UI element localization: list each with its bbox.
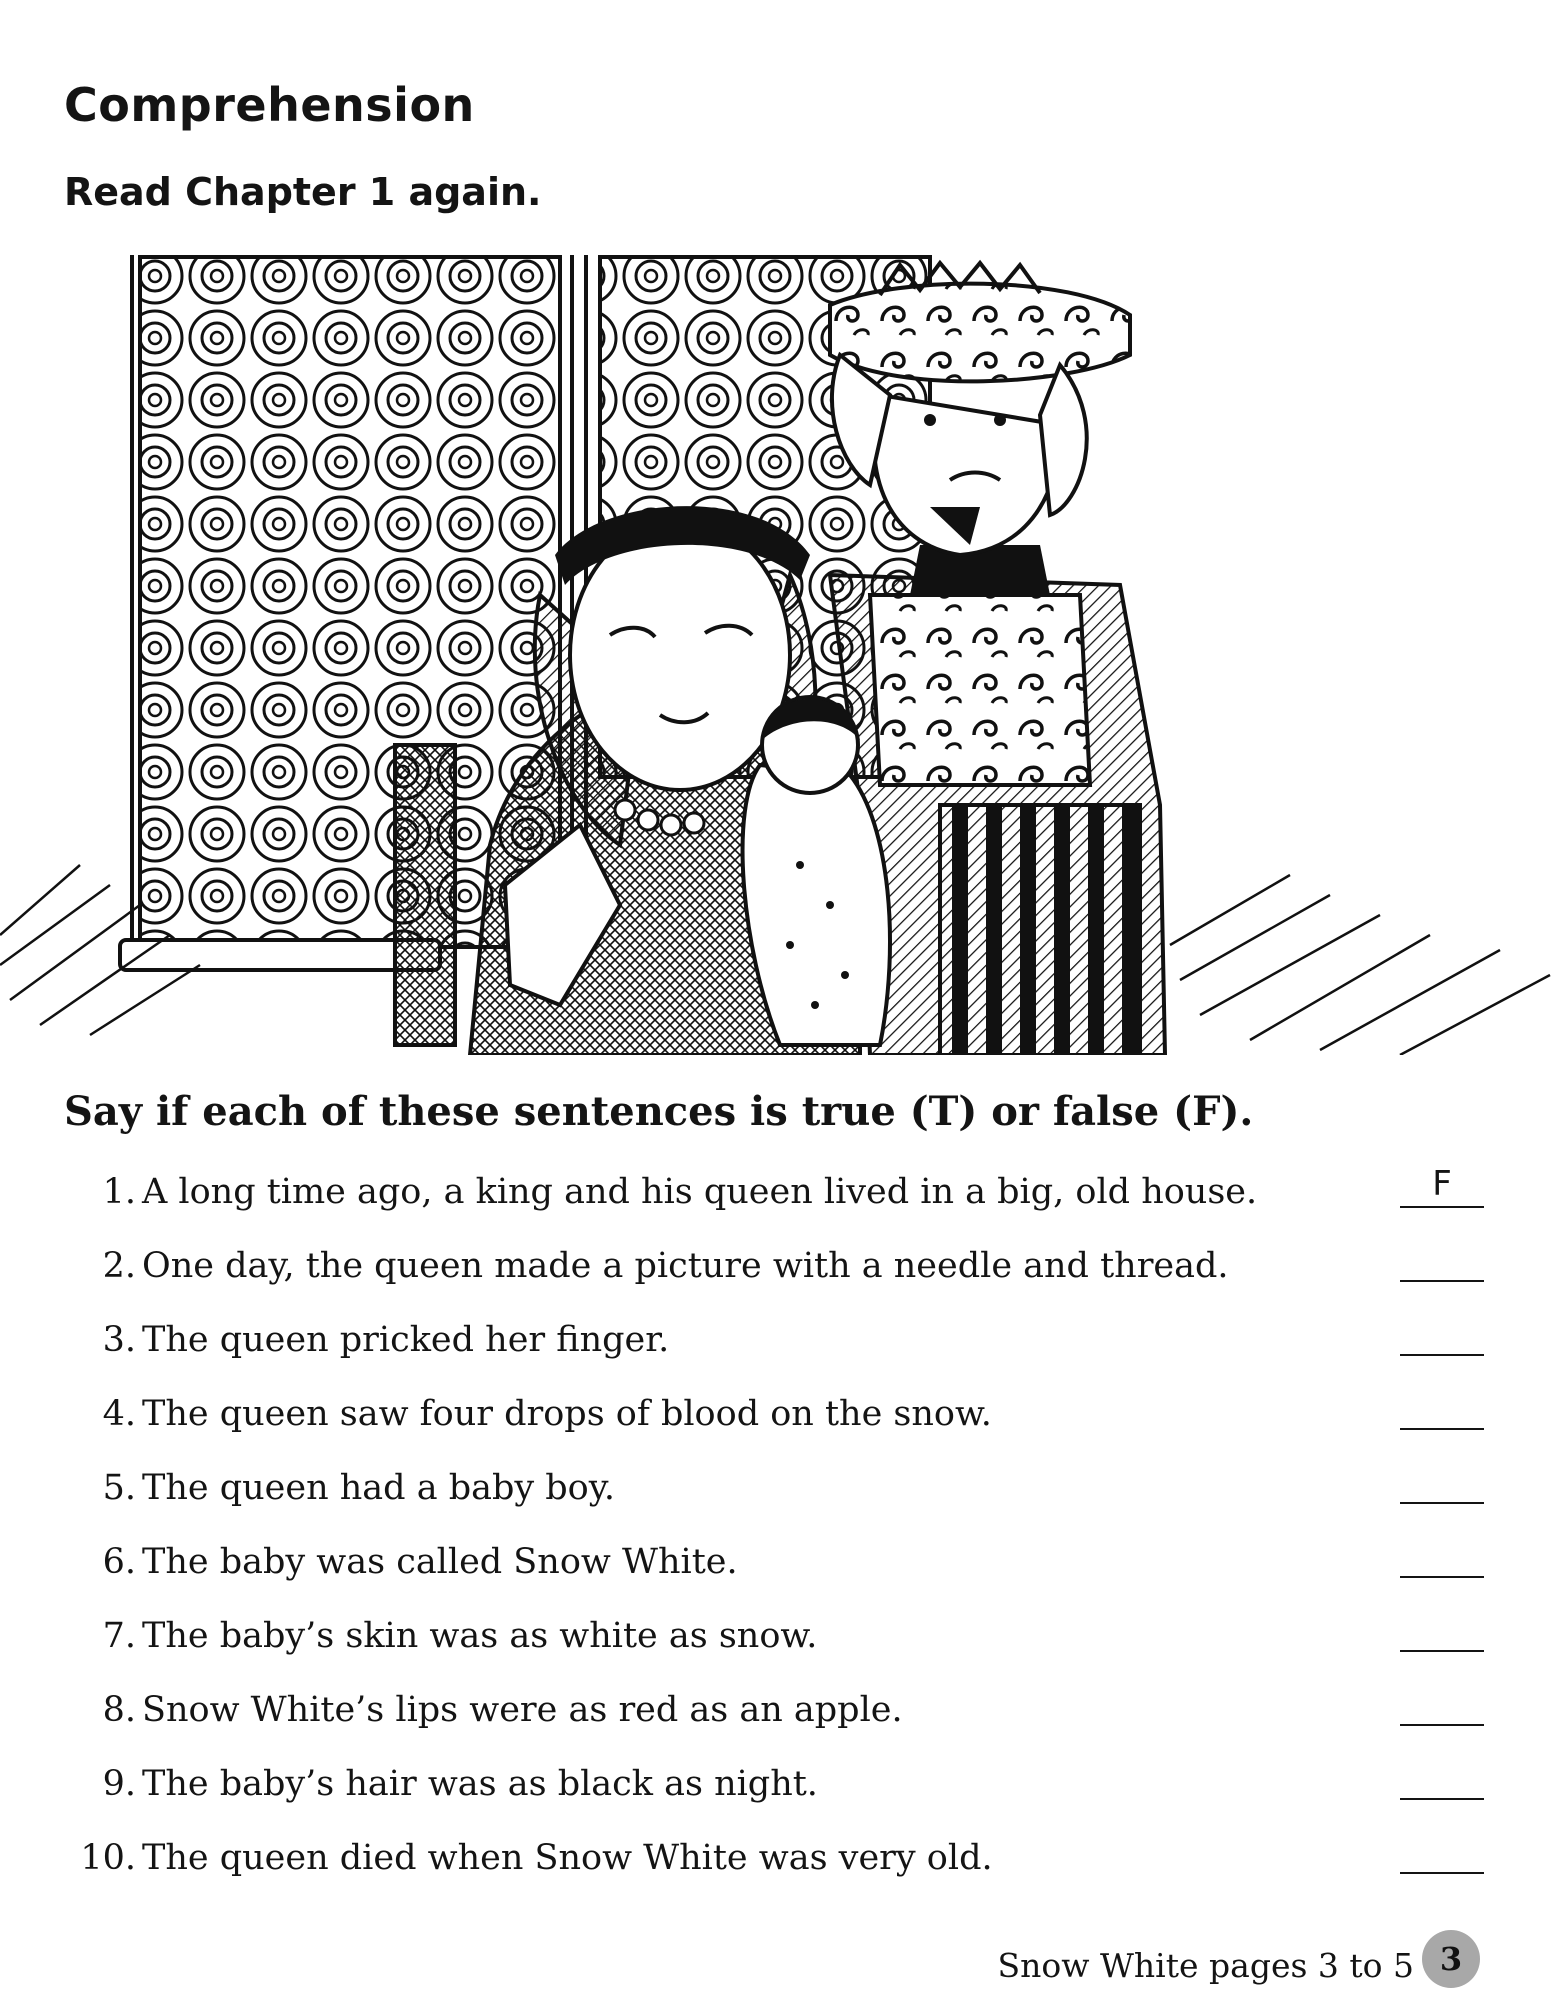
question-text: The queen had a baby boy. [142,1468,615,1508]
question-number: 4. [102,1394,136,1434]
answer-field[interactable] [1400,1754,1484,1800]
page-subtitle: Read Chapter 1 again. [64,170,542,214]
question-text: The queen pricked her finger. [142,1320,670,1360]
question-text: A long time ago, a king and his queen lived in a big, old house. [142,1172,1258,1212]
page-title: Comprehension [64,78,475,132]
question-text: The baby’s skin was as white as snow. [142,1616,818,1656]
question-text: The queen saw four drops of blood on the snow. [142,1394,992,1434]
question-number: 2. [102,1246,136,1286]
question-number: 5. [102,1468,136,1508]
answer-field[interactable] [1400,1828,1484,1874]
question-item [64,1828,1484,1888]
answer-field[interactable] [1400,1458,1484,1504]
question-number: 8. [102,1690,136,1730]
footer-reference: Snow White pages 3 to 5 [997,1946,1414,1985]
question-number: 6. [102,1542,136,1582]
question-item [64,1384,1484,1444]
answer-field[interactable] [1400,1310,1484,1356]
question-number: 1. [102,1172,136,1212]
question-number: 10. [80,1838,136,1878]
question-number: 3. [102,1320,136,1360]
question-text: The baby was called Snow White. [142,1542,738,1582]
question-text: The baby’s hair was as black as night. [142,1764,818,1804]
question-item [64,1680,1484,1740]
answer-field[interactable] [1400,1532,1484,1578]
answer-field[interactable] [1400,1680,1484,1726]
exercise-instruction: Say if each of these sentences is true (T) or false (F). [64,1088,1254,1135]
answer-field[interactable] [1400,1606,1484,1652]
question-number: 9. [102,1764,136,1804]
question-text: Snow White’s lips were as red as an apple. [142,1690,903,1730]
question-item [64,1606,1484,1666]
question-item [64,1236,1484,1296]
page-number-badge: 3 [1422,1930,1480,1988]
answer-field[interactable] [1400,1384,1484,1430]
question-item [64,1754,1484,1814]
answer-field[interactable] [1400,1236,1484,1282]
question-item [64,1310,1484,1370]
question-item [64,1458,1484,1518]
question-item [64,1162,1484,1222]
question-number: 7. [102,1616,136,1656]
royal-family-illustration [0,245,1564,1055]
question-text: The queen died when Snow White was very old. [142,1838,993,1878]
question-item [64,1532,1484,1592]
answer-field[interactable]: F [1400,1162,1484,1208]
question-text: One day, the queen made a picture with a needle and thread. [142,1246,1229,1286]
